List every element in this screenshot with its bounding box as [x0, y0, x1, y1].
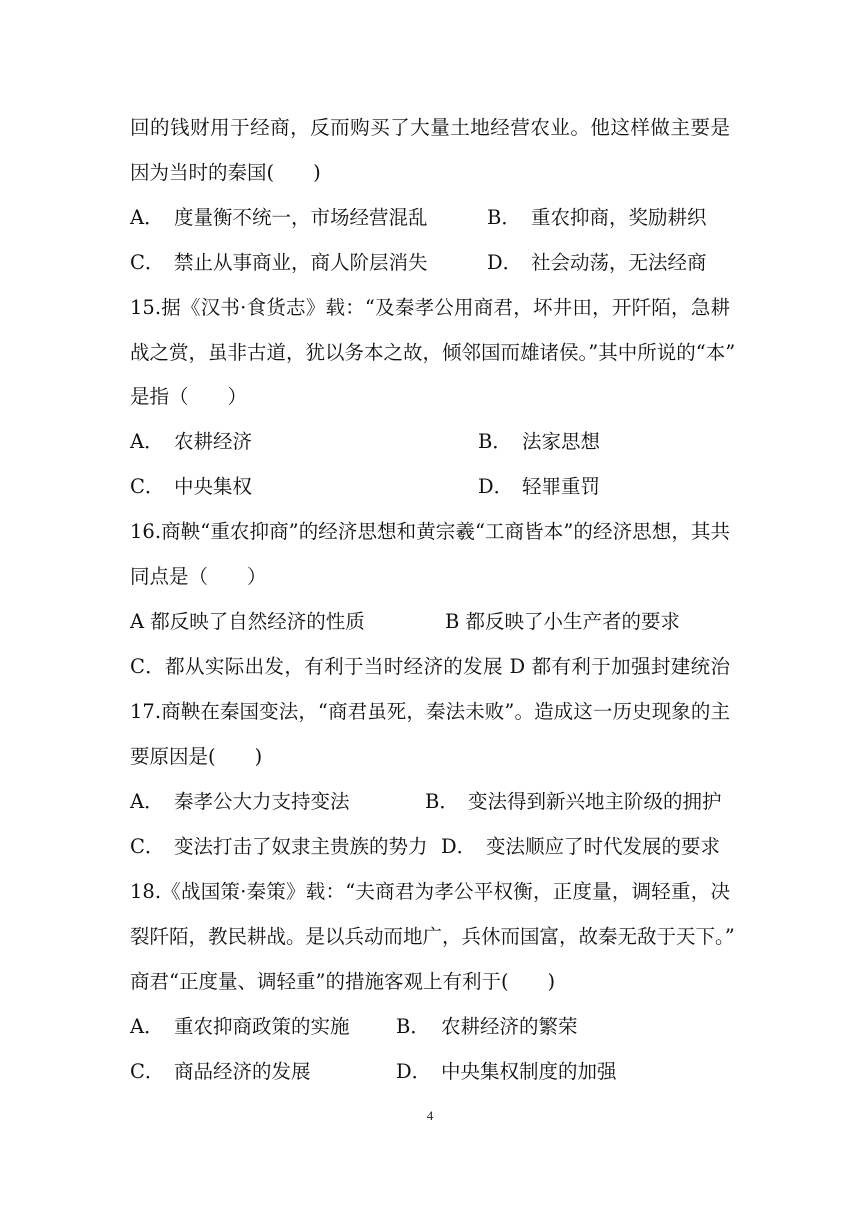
option-letter: B．: [478, 430, 512, 453]
question-18-stem-line: 裂阡陌，教民耕战。是以兵动而地广，兵休而国富，故秦无敌于天下。”: [130, 925, 735, 948]
option-letter: D．: [478, 475, 514, 498]
option-text: 度量衡不统一，市场经营混乱: [174, 206, 428, 229]
option-letter: B．: [396, 1015, 430, 1038]
option-text: 商品经济的发展: [174, 1060, 311, 1083]
option-text: 变法得到新兴地主阶级的拥护: [468, 790, 722, 813]
option-text: 社会动荡，无法经商: [531, 251, 707, 274]
question-14-options-row: [130, 248, 740, 278]
option-text: 农耕经济的繁荣: [441, 1015, 578, 1038]
question-14-stem-line: 因为当时的秦国( ): [130, 161, 321, 184]
question-18-options-row: [130, 1012, 740, 1042]
option-letter: C．: [130, 1060, 165, 1083]
question-17-stem-line: 要原因是( ): [130, 745, 263, 768]
option-text: 法家思想: [522, 430, 601, 453]
option-text: 农耕经济: [174, 430, 253, 453]
option-letter: A．: [130, 1015, 164, 1038]
question-16-stem-line: 同点是（ ）: [130, 565, 267, 588]
question-15-stem-line: 战之赏，虽非古道，犹以务本之故，倾邻国而雄诸侯。”其中所说的“本”: [130, 341, 736, 364]
option-text: 中央集权制度的加强: [441, 1060, 617, 1083]
option-letter: D．: [441, 835, 477, 858]
question-18-stem-line: 18.《战国策·秦策》载：“夫商君为孝公平权衡，正度量，调轻重，决: [130, 880, 730, 903]
option-letter: C．: [130, 251, 165, 274]
option-letter: D．: [396, 1060, 432, 1083]
question-16-stem-line: 16.商鞅“重农抑商”的经济思想和黄宗羲“工商皆本”的经济思想，其共: [130, 520, 730, 543]
question-17-stem-line: 17.商鞅在秦国变法，“商君虽死，秦法未败”。造成这一历史现象的主: [130, 700, 730, 723]
option-text: B 都反映了小生产者的要求: [445, 610, 681, 633]
option-letter: C．: [130, 835, 165, 858]
option-text: A 都反映了自然经济的性质: [130, 610, 365, 633]
question-17-options-row: [130, 787, 740, 817]
question-18-stem-line: 商君“正度量、调轻重”的措施客观上有利于( ): [130, 970, 556, 993]
question-15-stem-line: 是指（ ）: [130, 385, 248, 408]
question-14-stem-line: 回的钱财用于经商，反而购买了大量土地经营农业。他这样做主要是: [130, 116, 730, 139]
page-number: 4: [426, 1108, 434, 1123]
option-letter: D．: [487, 251, 523, 274]
option-text: 重农抑商，奖励耕织: [531, 206, 707, 229]
question-16-options-row: [130, 607, 740, 637]
option-text: 轻罪重罚: [522, 475, 601, 498]
option-text: 变法顺应了时代发展的要求: [486, 835, 721, 858]
option-letter: A．: [130, 790, 164, 813]
question-15-stem-line: 15.据《汉书·食货志》载：“及秦孝公用商君，坏井田，开阡陌，急耕: [130, 296, 730, 319]
question-17-options-row: [130, 832, 740, 862]
option-letter: C．: [130, 475, 165, 498]
option-letter: A．: [130, 430, 164, 453]
question-18-options-row: [130, 1057, 740, 1087]
question-16-options-row: C．都从实际出发，有利于当时经济的发展 D 都有利于加强封建统治: [130, 655, 730, 678]
option-text: 变法打击了奴隶主贵族的势力: [174, 835, 428, 858]
option-letter: B．: [425, 790, 459, 813]
option-letter: B．: [487, 206, 521, 229]
question-15-options-row: [130, 472, 740, 502]
question-15-options-row: [130, 427, 740, 457]
question-14-options-row: [130, 203, 740, 233]
option-text: 秦孝公大力支持变法: [174, 790, 350, 813]
option-text: 重农抑商政策的实施: [174, 1015, 350, 1038]
option-text: 禁止从事商业，商人阶层消失: [174, 251, 428, 274]
option-text: 中央集权: [174, 475, 253, 498]
option-letter: A．: [130, 206, 164, 229]
